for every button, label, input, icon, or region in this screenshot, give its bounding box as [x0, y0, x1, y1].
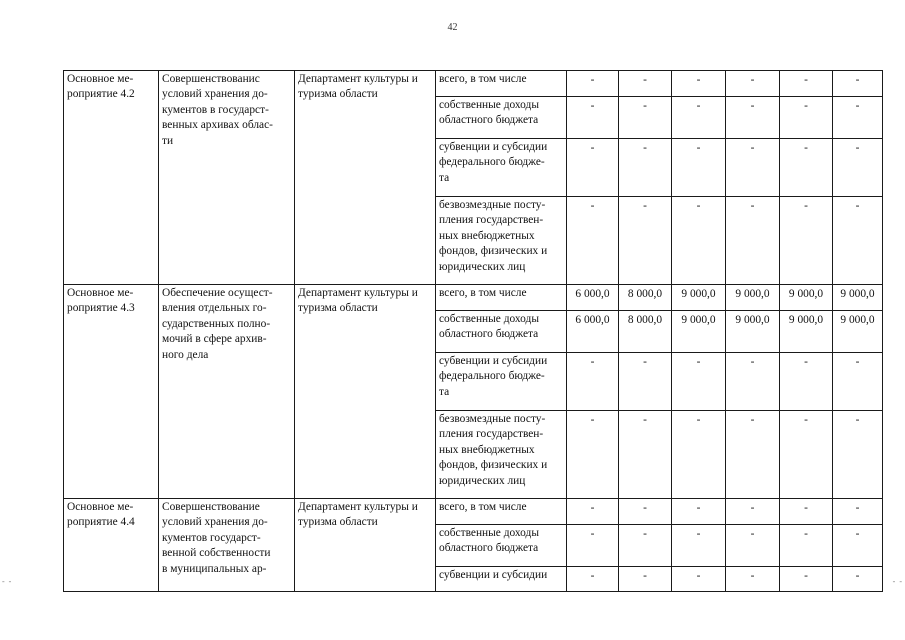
funding-value-cell: 6 000,0 [567, 285, 619, 311]
funding-value-cell: - [672, 71, 726, 97]
funding-value-cell: - [726, 353, 780, 411]
funding-value-cell: 8 000,0 [619, 285, 672, 311]
funding-value-cell: - [780, 525, 833, 567]
funding-value-cell: - [726, 97, 780, 139]
funding-source-cell: безвозмездные посту- пления государствен- ных внебюджетных фондов, физических и юридических лиц [436, 197, 567, 285]
funding-value-cell: 9 000,0 [672, 285, 726, 311]
funding-value-cell: 9 000,0 [726, 285, 780, 311]
funding-value-cell: - [619, 139, 672, 197]
funding-source-cell: всего, в том числе [436, 71, 567, 97]
measure-executor-cell: Департамент культуры и туризма области [295, 285, 436, 499]
funding-value-cell: - [726, 197, 780, 285]
funding-value-cell: 6 000,0 [567, 311, 619, 353]
funding-value-cell: - [567, 353, 619, 411]
funding-value-cell: - [619, 71, 672, 97]
funding-value-cell: - [833, 197, 883, 285]
measure-description-cell: Обеспечение осущест- вления отдельных го- сударственных полно- мочий в сфере архив- ного дела [159, 285, 295, 499]
funding-value-cell: - [567, 525, 619, 567]
funding-value-cell: - [833, 97, 883, 139]
funding-value-cell: - [833, 499, 883, 525]
funding-value-cell: 9 000,0 [833, 285, 883, 311]
funding-value-cell: 9 000,0 [833, 311, 883, 353]
funding-value-cell: - [567, 139, 619, 197]
funding-value-cell: - [672, 499, 726, 525]
funding-table [63, 70, 883, 592]
funding-source-cell: всего, в том числе [436, 499, 567, 525]
funding-value-cell: - [619, 97, 672, 139]
funding-value-cell: - [726, 567, 780, 592]
funding-value-cell: - [619, 411, 672, 499]
funding-value-cell: - [672, 353, 726, 411]
funding-value-cell: - [833, 525, 883, 567]
funding-value-cell: - [726, 71, 780, 97]
funding-value-cell: - [672, 197, 726, 285]
funding-value-cell: - [780, 139, 833, 197]
funding-source-cell: всего, в том числе [436, 285, 567, 311]
funding-value-cell: - [726, 139, 780, 197]
funding-source-cell: безвозмездные посту- пления государствен- ных внебюджетных фондов, физических и юридических лиц [436, 411, 567, 499]
funding-value-cell: - [672, 411, 726, 499]
measure-description-cell: Совершенствованис условий хранения до- кументов в государст- венных архивах облас- ти [159, 71, 295, 285]
funding-value-cell: - [780, 499, 833, 525]
funding-value-cell: - [833, 353, 883, 411]
funding-source-cell: собственные доходы областного бюджета [436, 311, 567, 353]
funding-value-cell: - [567, 499, 619, 525]
funding-value-cell: - [619, 499, 672, 525]
measure-name-cell: Основное ме- роприятие 4.4 [64, 499, 159, 592]
funding-value-cell: - [833, 71, 883, 97]
measure-executor-cell: Департамент культуры и туризма области [295, 71, 436, 285]
table-row [64, 499, 883, 525]
funding-value-cell: 8 000,0 [619, 311, 672, 353]
funding-value-cell: - [619, 353, 672, 411]
funding-source-cell: субвенции и субсидии [436, 567, 567, 592]
funding-value-cell: 9 000,0 [780, 311, 833, 353]
measure-executor-cell: Департамент культуры и туризма области [295, 499, 436, 592]
funding-value-cell: - [780, 71, 833, 97]
table-body [64, 71, 883, 592]
funding-value-cell: - [780, 567, 833, 592]
funding-value-cell: - [567, 97, 619, 139]
funding-value-cell: - [833, 139, 883, 197]
funding-value-cell: - [619, 567, 672, 592]
funding-value-cell: - [726, 499, 780, 525]
funding-source-cell: субвенции и субсидии федерального бюдже- та [436, 139, 567, 197]
scan-edge-mark-left: - - [2, 577, 13, 586]
funding-value-cell: - [567, 411, 619, 499]
measure-name-cell: Основное ме- роприятие 4.3 [64, 285, 159, 499]
page-number: 42 [447, 22, 458, 33]
funding-value-cell: - [780, 411, 833, 499]
funding-value-cell: - [780, 197, 833, 285]
funding-value-cell: - [672, 525, 726, 567]
measure-description-cell: Совершенствование условий хранения до- кументов государст- венной собственности в муниципальных ар- [159, 499, 295, 592]
funding-value-cell: - [726, 525, 780, 567]
funding-value-cell: - [833, 567, 883, 592]
funding-value-cell: 9 000,0 [780, 285, 833, 311]
funding-value-cell: 9 000,0 [726, 311, 780, 353]
funding-value-cell: - [672, 139, 726, 197]
funding-value-cell: - [672, 97, 726, 139]
funding-value-cell: 9 000,0 [672, 311, 726, 353]
funding-source-cell: собственные доходы областного бюджета [436, 525, 567, 567]
funding-value-cell: - [672, 567, 726, 592]
funding-value-cell: - [780, 97, 833, 139]
scan-edge-mark-right: - - [892, 577, 903, 586]
funding-source-cell: собственные доходы областного бюджета [436, 97, 567, 139]
funding-value-cell: - [567, 71, 619, 97]
funding-value-cell: - [567, 197, 619, 285]
funding-value-cell: - [619, 197, 672, 285]
table-row [64, 285, 883, 311]
funding-value-cell: - [567, 567, 619, 592]
funding-value-cell: - [833, 411, 883, 499]
funding-value-cell: - [726, 411, 780, 499]
measure-name-cell: Основное ме- роприятие 4.2 [64, 71, 159, 285]
funding-source-cell: субвенции и субсидии федерального бюдже- та [436, 353, 567, 411]
table-row [64, 71, 883, 97]
funding-value-cell: - [780, 353, 833, 411]
funding-value-cell: - [619, 525, 672, 567]
